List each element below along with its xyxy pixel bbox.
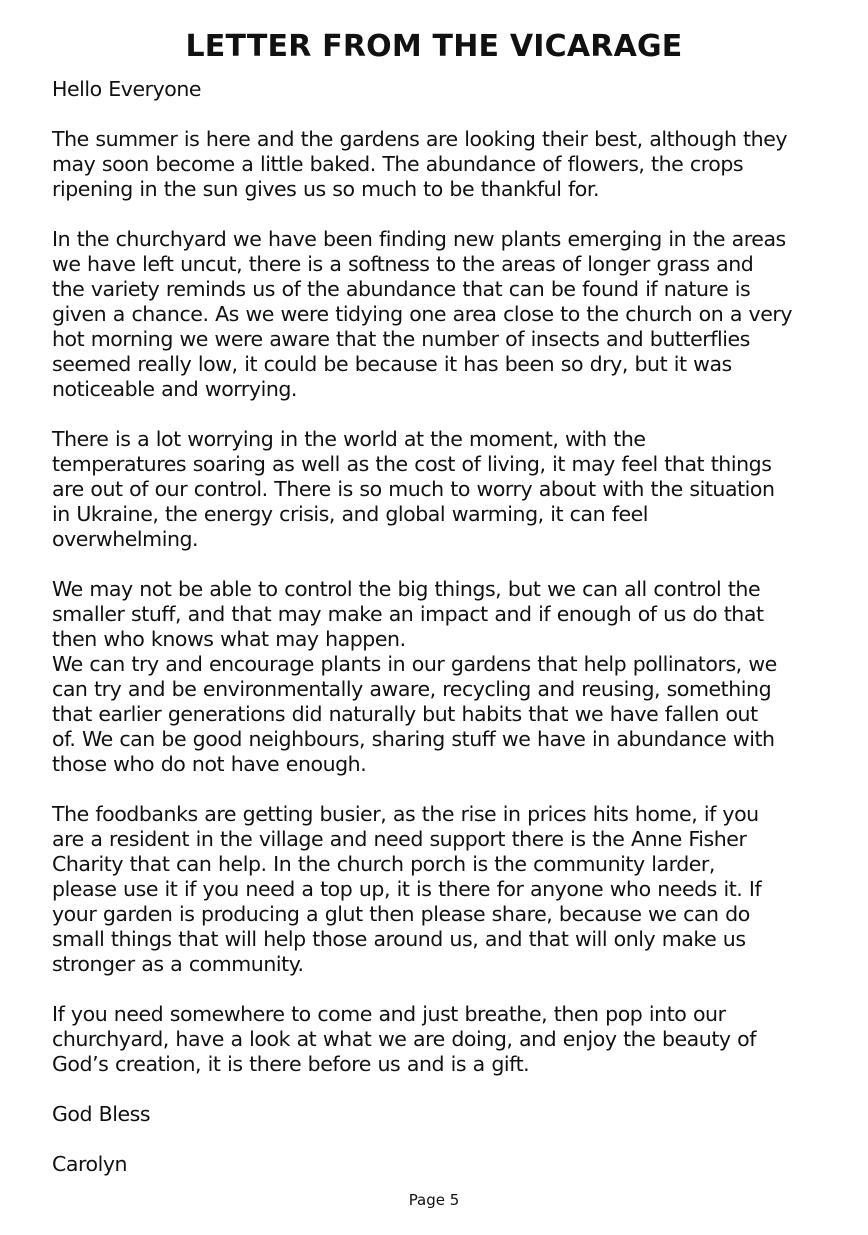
paragraph-gap <box>52 777 832 802</box>
paragraph-gap <box>52 1077 832 1102</box>
paragraph-gap <box>52 1127 832 1152</box>
greeting: Hello Everyone <box>52 77 202 101</box>
letter-body <box>52 77 832 1177</box>
paragraph-churchyard: In the churchyard we have been finding new plants emerging in the areas we have left uncut, there is a softness to the areas of longer grass and the variety reminds us of the abundance that can be found if nature is given a chance. As we were tidying one area close to the church on a very hot morning we were aware that the number of insects and butterflies seemed really low, it could be because it has been so dry, but it was noticeable and worrying. <box>52 227 793 401</box>
page-title: LETTER FROM THE VICARAGE <box>185 29 683 64</box>
paragraph-churchyard-invite: If you need somewhere to come and just breathe, then pop into our churchyard, have a look at what we are doing, and enjoy the beauty of God’s creation, it is there before us and is a gift. <box>52 1002 757 1076</box>
closing: God Bless <box>52 1102 151 1126</box>
paragraph-small-things: We may not be able to control the big things, but we can all control the smaller stuff, and that may make an impact and if enough of us do that then who knows what may happen. <box>52 577 764 651</box>
paragraph-gap <box>52 402 832 427</box>
paragraph-gap <box>52 977 832 1002</box>
paragraph-worries: There is a lot worrying in the world at the moment, with the temperatures soaring as well as the cost of living, it may feel that things are out of our control. There is so much to worry about with the situation in Ukraine, the energy crisis, and global warming, it can feel overwhelming. <box>52 427 775 551</box>
page-number: Page 5 <box>408 1191 460 1209</box>
paragraph-gap <box>52 102 832 127</box>
paragraph-gap <box>52 552 832 577</box>
signature: Carolyn <box>52 1152 128 1176</box>
paragraph-foodbanks: The foodbanks are getting busier, as the rise in prices hits home, if you are a resident in the village and need support there is the Anne Fisher Charity that can help. In the church porch is the community larder, please use it if you need a top up, it is there for anyone who needs it. If your garden is producing a glut then please share, because we can do small things that will help those around us, and that will only make us stronger as a community. <box>52 802 762 976</box>
paragraph-gap <box>52 202 832 227</box>
paragraph-summer: The summer is here and the gardens are looking their best, although they may soon become a little baked. The abundance of flowers, the crops ripening in the sun gives us so much to be thankful for. <box>52 127 788 201</box>
paragraph-pollinators: We can try and encourage plants in our gardens that help pollinators, we can try and be environmentally aware, recycling and reusing, something that earlier generations did naturally but habits that we have fallen out of. We can be good neighbours, sharing stuff we have in abundance with those who do not have enough. <box>52 652 777 776</box>
